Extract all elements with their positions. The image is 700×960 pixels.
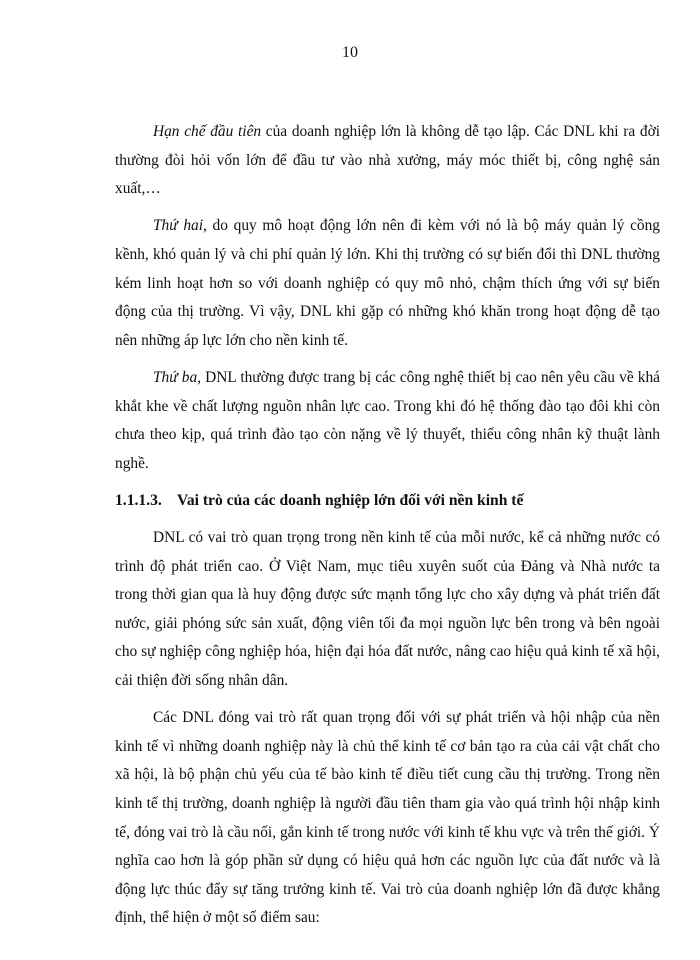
paragraph-role-intro: DNL có vai trò quan trọng trong nền kinh tế của mỗi nước, kể cả những nước có trình độ phát triển cao. Ở Việt Nam, mục tiêu xuyên suốt của Đảng và Nhà nước ta trong thời gian qua là huy động được sức mạnh tổng lực cho xây dựng và phát triển đất nước, giải phóng sức sản xuất, động viên tối đa mọi nguồn lực bên trong và bên ngoài cho sự nghiệp công nghiệp hóa, hiện đại hóa đất nước, nâng cao hiệu quả kinh tế xã hội, cải thiện đời sống nhân dân. [115,529,660,690]
italic-lead: Hạn chế đầu tiên [153,123,262,140]
paragraph-text: của doanh nghiệp lớn là không dễ tạo lập. Các DNL khi ra đời thường đòi hỏi vốn lớn để đầu tư vào nhà xưởng, máy móc thiết bị, công nghệ sản xuất,… [115,123,660,198]
italic-lead: Thứ ba, [153,368,202,386]
paragraph-role-details: Các DNL đóng vai trò rất quan trọng đối với sự phát triển và hội nhập của nền kinh tế vì những doanh nghiệp này là chủ thể kinh tế cơ bản tạo ra của cải vật chất cho xã hội, là bộ phận chủ yếu của tế bào kinh tế điều tiết cung cầu thị trường. Trong nền kinh tế thị trường, doanh nghiệp là người đầu tiên tham gia vào quá trình hội nhập kinh tế, đóng vai trò là cầu nối, gắn kinh tế trong nước với kinh tế khu vực và trên thế giới. Ý nghĩa cao hơn là góp phần sử dụng có hiệu quả hơn các nguồn lực của đất nước và là động lực thúc đẩy sự tăng trưởng kinh tế. Vai trò của doanh nghiệp lớn đã được khẳng định, thể hiện ở một số điểm sau: [115,709,660,927]
section-heading [115,487,660,516]
paragraph-text: DNL thường được trang bị các công nghệ thiết bị cao nên yêu cầu về khá khắt khe về chất lượng nguồn nhân lực cao. Trong khi đó hệ thống đào tạo đôi khi còn chưa theo kịp, quá trình đào tạo còn nặng về lý thuyết, thiếu công nhân kỹ thuật lành nghề. [115,368,660,472]
page-number: 10 [342,44,358,61]
paragraph-first-limitation [115,118,660,204]
italic-lead: Thứ hai, [153,217,207,235]
section-number: 1.1.1.3. [115,491,162,509]
paragraph-text: do quy mô hoạt động lớn nên đi kèm với nó là bộ máy quản lý cồng kềnh, khó quản lý và chi phí quản lý lớn. Khi thị trường có sự biến đổi thì DNL thường kém linh hoạt hơn so với doanh nghiệp có quy mô nhỏ, chậm thích ứng với sự biến động của thị trường. Vì vậy, DNL khi gặp có những khó khăn trong hoạt động dễ tạo nên những áp lực lớn cho nền kinh tế. [115,217,661,349]
body-text [115,118,660,942]
section-title: Vai trò của các doanh nghiệp lớn đối với nền kinh tế [177,491,524,509]
paragraph-third-limitation [115,364,660,478]
paragraph-second-limitation [115,212,660,355]
